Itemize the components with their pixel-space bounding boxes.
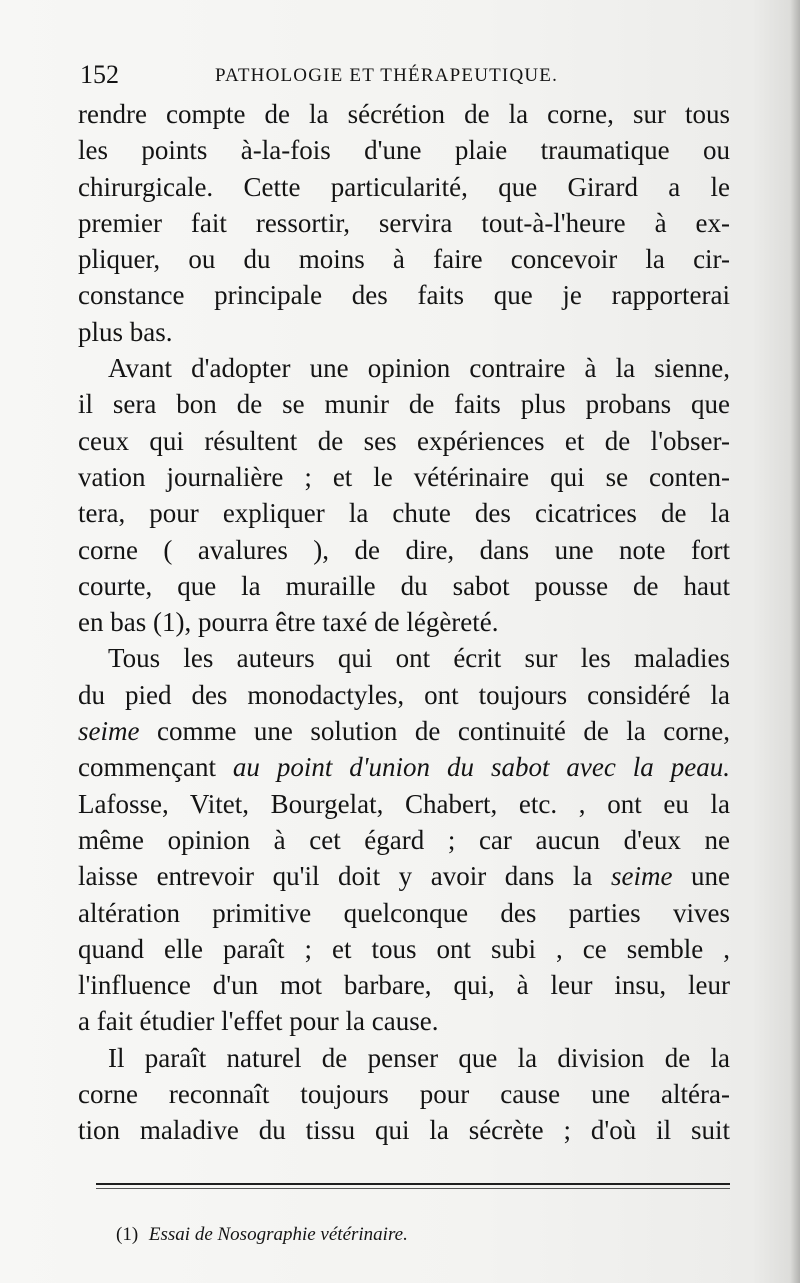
text-line: les points à-la-fois d'une plaie traumatique ou bbox=[78, 135, 730, 166]
page-header bbox=[80, 58, 730, 92]
footnote-rule-thin bbox=[96, 1188, 730, 1189]
text-line: vation journalière ; et le vétérinaire qui se conten- bbox=[78, 461, 730, 492]
text-line: l'influence d'un mot barbare, qui, à leur insu, leur bbox=[78, 970, 730, 1001]
text-line: pliquer, ou du moins à faire concevoir la cir- bbox=[78, 244, 730, 275]
footnote-text: Essai de Nosographie vétérinaire. bbox=[148, 1224, 408, 1245]
text-line: du pied des monodactyles, ont toujours considéré la bbox=[78, 679, 730, 710]
paragraph bbox=[78, 350, 730, 640]
page-number: 152 bbox=[80, 60, 119, 89]
text-line: commençant au point d'union du sabot avec la peau. bbox=[78, 752, 730, 783]
page-edge-shadow bbox=[790, 0, 800, 1283]
text-line: rendre compte de la sécrétion de la corne, sur tous bbox=[78, 99, 730, 129]
paragraph bbox=[78, 1040, 730, 1149]
text-line: corne ( avalures ), de dire, dans une note fort bbox=[78, 534, 730, 565]
text-line: premier fait ressortir, servira tout-à-l'heure à ex- bbox=[78, 207, 730, 238]
text-line: ceux qui résultent de ses expériences et de l'obser- bbox=[78, 425, 730, 456]
text-line: altération primitive quelconque des parties vives bbox=[78, 897, 730, 928]
running-head: PATHOLOGIE ET THÉRAPEUTIQUE. bbox=[215, 65, 559, 86]
text-line: laisse entrevoir qu'il doit y avoir dans la seime une bbox=[78, 861, 731, 892]
text-line: Tous les auteurs qui ont écrit sur les maladies bbox=[108, 643, 730, 674]
body-text bbox=[78, 96, 730, 1149]
text-line: quand elle paraît ; et tous ont subi , ce semble , bbox=[78, 933, 730, 964]
text-line: Lafosse, Vitet, Bourgelat, Chabert, etc. , ont eu la bbox=[78, 788, 730, 819]
text-line: tion maladive du tissu qui la sécrète ; d'où il suit bbox=[78, 1115, 730, 1146]
text-line: plus bas. bbox=[78, 316, 173, 347]
paragraph bbox=[78, 96, 730, 350]
footnote-mark: (1) bbox=[116, 1224, 139, 1245]
text-line: chirurgicale. Cette particularité, que Girard a le bbox=[78, 171, 730, 202]
text-line: en bas (1), pourra être taxé de légèreté. bbox=[78, 607, 499, 638]
paragraph bbox=[78, 640, 730, 1039]
text-line: il sera bon de se munir de faits plus probans que bbox=[78, 389, 730, 420]
text-line: a fait étudier l'effet pour la cause. bbox=[78, 1006, 439, 1037]
footnote-rule bbox=[96, 1183, 730, 1185]
text-line: Il paraît naturel de penser que la division de la bbox=[108, 1042, 730, 1073]
text-line: même opinion à cet égard ; car aucun d'eux ne bbox=[78, 824, 730, 855]
text-line: Avant d'adopter une opinion contraire à la sienne, bbox=[108, 353, 730, 384]
text-line: courte, que la muraille du sabot pousse de haut bbox=[78, 570, 730, 601]
text-line: seime comme une solution de continuité de la corne, bbox=[78, 716, 730, 747]
text-line: constance principale des faits que je rapporterai bbox=[78, 280, 730, 311]
text-line: tera, pour expliquer la chute des cicatrices de la bbox=[78, 498, 730, 529]
text-line: corne reconnaît toujours pour cause une altéra- bbox=[78, 1079, 730, 1110]
footnote bbox=[116, 1222, 408, 1248]
